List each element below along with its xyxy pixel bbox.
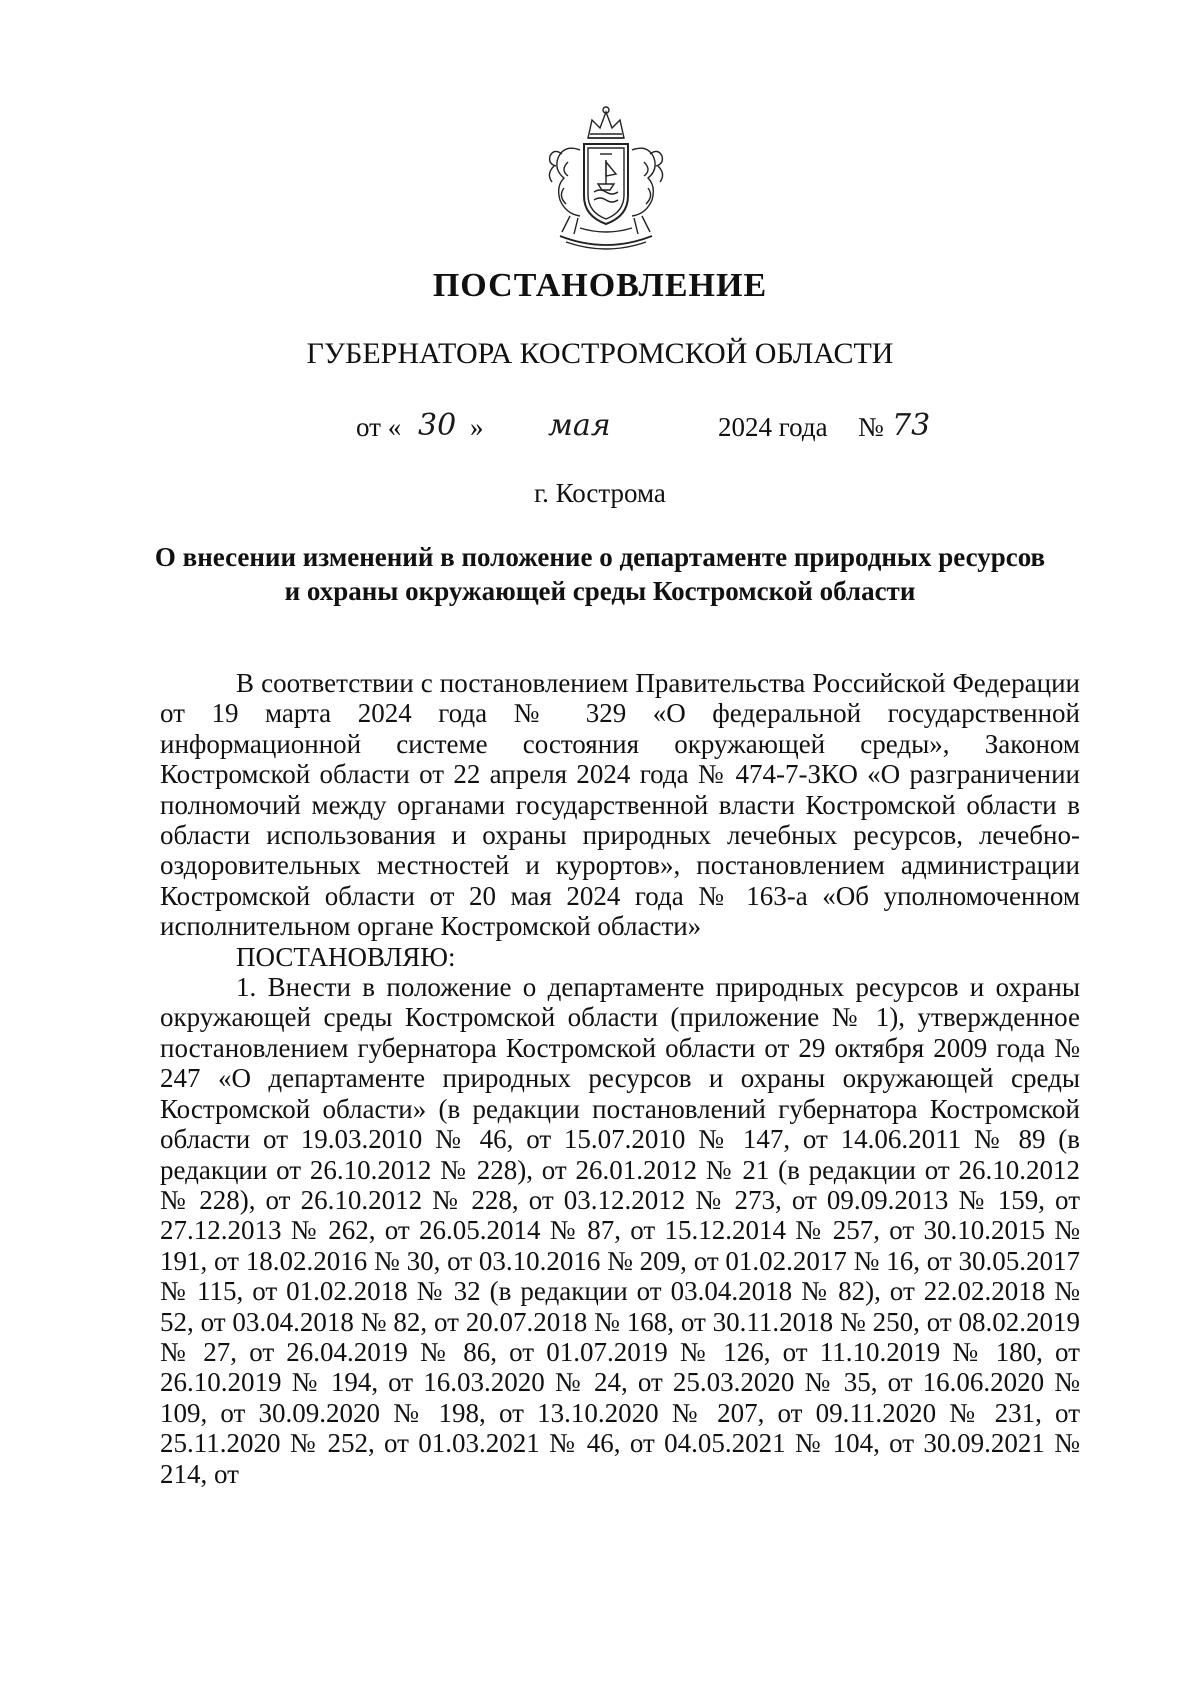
document-body (160, 668, 1080, 1489)
kostroma-coat-of-arms-icon (540, 104, 672, 254)
date-number-line (0, 408, 1200, 456)
date-year: 2024 года (718, 412, 828, 442)
handwritten-number: 73 (892, 408, 931, 443)
document-title: О внесении изменений в положение о департаменте природных ресурсов и охраны окружающей среды Костромской области (154, 542, 1046, 606)
document-type-heading: ПОСТАНОВЛЕНИЕ (432, 267, 768, 304)
city-line: г. Кострома (534, 478, 666, 508)
date-prefix: от « (356, 412, 402, 442)
handwritten-day: 30 (418, 408, 457, 443)
item-1-paragraph: 1. Внести в положение о департаменте природных ресурсов и охраны окружающей среды Костромской области (приложение № 1), утвержденное постановлением губернатора Костромской области от 29 октября 2009 года № 247 «О департаменте природных ресурсов и охраны окружающей среды Костромской области» (в редакции постановлений губернатора Костромской области от 19.03.2010 № 46, от 15.07.2010 № 147, от 14.06.2011 № 89 (в редакции от 26.10.2012 № 228), от 26.01.2012 № 21 (в редакции от 26.10.2012 № 228), от 26.10.2012 № 228, от 03.12.2012 № 273, от 09.09.2013 № 159, от 27.12.2013 № 262, от 26.05.2014 № 87, от 15.12.2014 № 257, от 30.10.2015 № 191, от 18.02.2016 № 30, от 03.10.2016 № 209, от 01.02.2017 № 16, от 30.05.2017 № 115, от 01.02.2018 № 32 (в редакции от 03.04.2018 № 82), от 22.02.2018 № 52, от 03.04.2018 № 82, от 20.07.2018 № 168, от 30.11.2018 № 250, от 08.02.2019 № 27, от 26.04.2019 № 86, от 01.07.2019 № 126, от 11.10.2019 № 180, от 26.10.2019 № 194, от 16.03.2020 № 24, от 25.03.2020 № 35, от 16.06.2020 № 109, от 30.09.2020 № 198, от 13.10.2020 № 207, от 09.11.2020 № 231, от 25.11.2020 № 252, от 01.03.2021 № 46, от 04.05.2021 № 104, от 30.09.2021 № 214, от (160, 972, 1080, 1489)
handwritten-month: мая (548, 408, 611, 443)
decree-word: ПОСТАНОВЛЯЮ: (236, 941, 456, 972)
date-close-quote: » (470, 412, 484, 442)
issuer-heading: ГУБЕРНАТОРА КОСТРОМСКОЙ ОБЛАСТИ (306, 337, 894, 370)
number-label: № (858, 412, 884, 442)
preamble-paragraph: В соответствии с постановлением Правительства Российской Федерации от 19 марта 2024 года № 329 «О федеральной государственной информационной системе состояния окружающей среды», Законом Костромской области от 22 апреля 2024 года № 474-7-ЗКО «О разграничении полномочий между органами государственной власти Костромской области в области использования и охраны природных лечебных ресурсов, лечебно-оздоровительных местностей и курортов», постановлением администрации Костромской области от 20 мая 2024 года № 163-а «Об уполномоченном исполнительном органе Костромской области» (160, 668, 1080, 942)
